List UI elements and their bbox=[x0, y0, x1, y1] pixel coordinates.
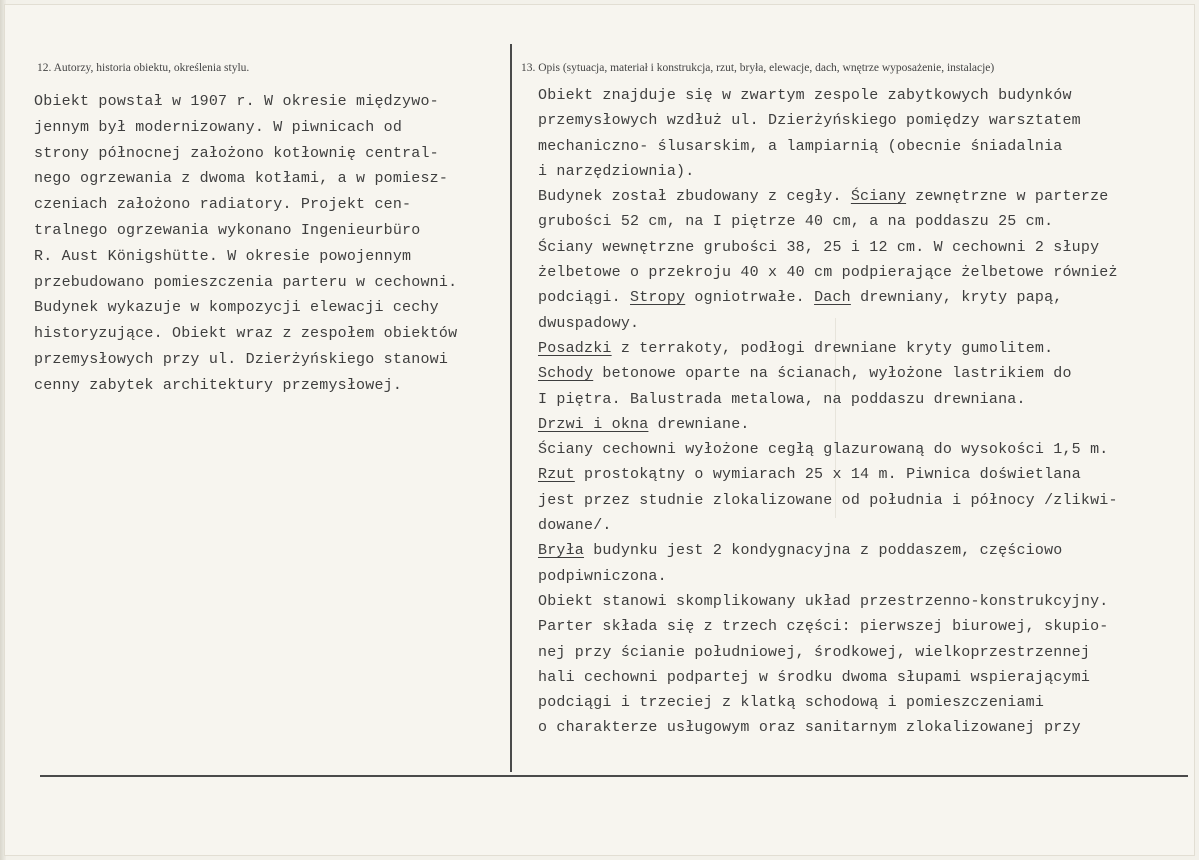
text-segment: podciągi i trzeciej z klatką schodową i pomieszczeniami bbox=[538, 694, 1045, 712]
text-line bbox=[538, 589, 1118, 614]
column-divider bbox=[510, 44, 512, 772]
text-line: jennym był modernizowany. W piwnicach od bbox=[34, 118, 403, 136]
text-segment: z terrakoty, podłogi drewniane kryty gumolitem. bbox=[611, 339, 1054, 357]
text-line: strony północnej założono kotłownię central- bbox=[34, 144, 439, 162]
text-segment: Obiekt znajduje się w zwartym zespole zabytkowych budynków bbox=[538, 87, 1072, 104]
text-line: R. Aust Königshütte. W okresie powojennym bbox=[34, 247, 412, 265]
bottom-rule bbox=[40, 775, 1188, 777]
section-12-text bbox=[34, 89, 457, 399]
text-line bbox=[538, 437, 1118, 462]
text-line bbox=[538, 361, 1118, 386]
text-line bbox=[538, 311, 1118, 336]
section-13-header: 13. Opis (sytuacja, materiał i konstrukcja, rzut, bryła, elewacje, dach, wnętrze wyposażenie, instalacje) bbox=[521, 62, 995, 74]
text-line bbox=[538, 209, 1118, 234]
text-segment: betonowe oparte na ścianach, wyłożone lastrikiem do bbox=[593, 365, 1072, 383]
text-line bbox=[538, 159, 1118, 184]
text-line: przemysłowych przy ul. Dzierżyńskiego stanowi bbox=[34, 350, 449, 368]
underlined-keyword: Dach bbox=[814, 289, 851, 307]
text-line bbox=[538, 184, 1118, 209]
text-segment: jest przez studnie zlokalizowane od południa i północy /zlikwi- bbox=[538, 491, 1118, 509]
text-segment: ogniotrwałe. bbox=[685, 289, 815, 307]
text-segment: Obiekt stanowi skomplikowany układ przestrzenno-konstrukcyjny. bbox=[538, 592, 1109, 610]
text-segment: podciągi. bbox=[538, 289, 631, 307]
text-segment: drewniane. bbox=[648, 415, 750, 433]
text-line: nego ogrzewania z dwoma kotłami, a w pomiesz- bbox=[34, 170, 449, 188]
text-line bbox=[538, 538, 1118, 563]
section-12-header: 12. Autorzy, historia obiektu, określenia stylu. bbox=[37, 62, 250, 74]
text-line bbox=[538, 134, 1118, 159]
text-line: Budynek wykazuje w kompozycji elewacji cechy bbox=[34, 299, 439, 317]
text-segment: i narzędziownia). bbox=[538, 162, 695, 180]
text-line bbox=[538, 690, 1118, 715]
text-segment: prostokątny o wymiarach 25 x 14 m. Piwnica doświetlana bbox=[574, 466, 1081, 484]
text-line bbox=[538, 83, 1118, 108]
text-line: historyzujące. Obiekt wraz z zespołem obiektów bbox=[34, 325, 458, 343]
text-segment: mechaniczno- ślusarskim, a lampiarnią (obecnie śniadalnia bbox=[538, 137, 1063, 155]
text-segment: Ściany wewnętrzne grubości 38, 25 i 12 cm. W cechowni 2 słupy bbox=[538, 238, 1100, 256]
underlined-keyword: Posadzki bbox=[538, 339, 612, 357]
text-line bbox=[538, 715, 1118, 740]
text-line bbox=[538, 488, 1118, 513]
text-segment: grubości 52 cm, na I piętrze 40 cm, a na poddaszu 25 cm. bbox=[538, 213, 1054, 231]
text-line bbox=[538, 235, 1118, 260]
text-line bbox=[538, 665, 1118, 690]
underlined-keyword: Bryła bbox=[538, 542, 585, 560]
text-line bbox=[538, 614, 1118, 639]
text-line: przebudowano pomieszczenia parteru w cechowni. bbox=[34, 273, 458, 291]
underlined-keyword: Schody bbox=[538, 365, 594, 383]
text-line bbox=[538, 412, 1118, 437]
text-line: tralnego ogrzewania wykonano Ingenieurbüro bbox=[34, 221, 421, 239]
text-line bbox=[538, 108, 1118, 133]
text-segment: zewnętrzne w parterze bbox=[906, 188, 1109, 206]
text-line bbox=[538, 336, 1118, 361]
text-segment: drewniany, kryty papą, bbox=[850, 289, 1063, 307]
text-segment: Budynek został zbudowany z cegły. bbox=[538, 188, 851, 206]
text-line: czeniach założono radiatory. Projekt cen- bbox=[34, 196, 412, 214]
text-segment: dwuspadowy. bbox=[538, 314, 640, 332]
text-line bbox=[538, 462, 1118, 487]
text-line: cenny zabytek architektury przemysłowej. bbox=[34, 376, 403, 394]
text-segment: Parter składa się z trzech części: pierwszej biurowej, skupio- bbox=[538, 618, 1109, 636]
text-segment: hali cechowni podpartej w środku dwoma słupami wspierającymi bbox=[538, 668, 1091, 686]
text-segment: Ściany cechowni wyłożone cegłą glazurowaną do wysokości 1,5 m. bbox=[538, 441, 1109, 459]
text-segment: nej przy ścianie południowej, środkowej, wielkoprzestrzennej bbox=[538, 643, 1091, 661]
text-segment: podpiwniczona. bbox=[538, 567, 667, 585]
text-segment: żelbetowe o przekroju 40 x 40 cm podpierające żelbetowe również bbox=[538, 264, 1118, 282]
text-segment: I piętra. Balustrada metalowa, na poddaszu drewniana. bbox=[538, 390, 1026, 408]
text-line bbox=[538, 513, 1118, 538]
text-line bbox=[538, 260, 1118, 285]
text-segment: dowane/. bbox=[538, 517, 612, 535]
text-line bbox=[538, 285, 1118, 310]
text-line bbox=[538, 564, 1118, 589]
underlined-keyword: Stropy bbox=[630, 289, 686, 307]
text-segment: budynku jest 2 kondygnacyjna z poddaszem, częściowo bbox=[584, 542, 1063, 560]
text-segment: przemysłowych wzdłuż ul. Dzierżyńskiego pomiędzy warsztatem bbox=[538, 112, 1081, 130]
text-segment: o charakterze usługowym oraz sanitarnym zlokalizowanej przy bbox=[538, 719, 1081, 737]
section-13-text bbox=[538, 83, 1118, 741]
text-line bbox=[538, 640, 1118, 665]
underlined-keyword: Drzwi i okna bbox=[538, 415, 649, 433]
underlined-keyword: Ściany bbox=[850, 188, 907, 206]
text-line bbox=[538, 387, 1118, 412]
text-line: Obiekt powstał w 1907 r. W okresie międzywo- bbox=[34, 93, 439, 110]
underlined-keyword: Rzut bbox=[538, 466, 575, 484]
